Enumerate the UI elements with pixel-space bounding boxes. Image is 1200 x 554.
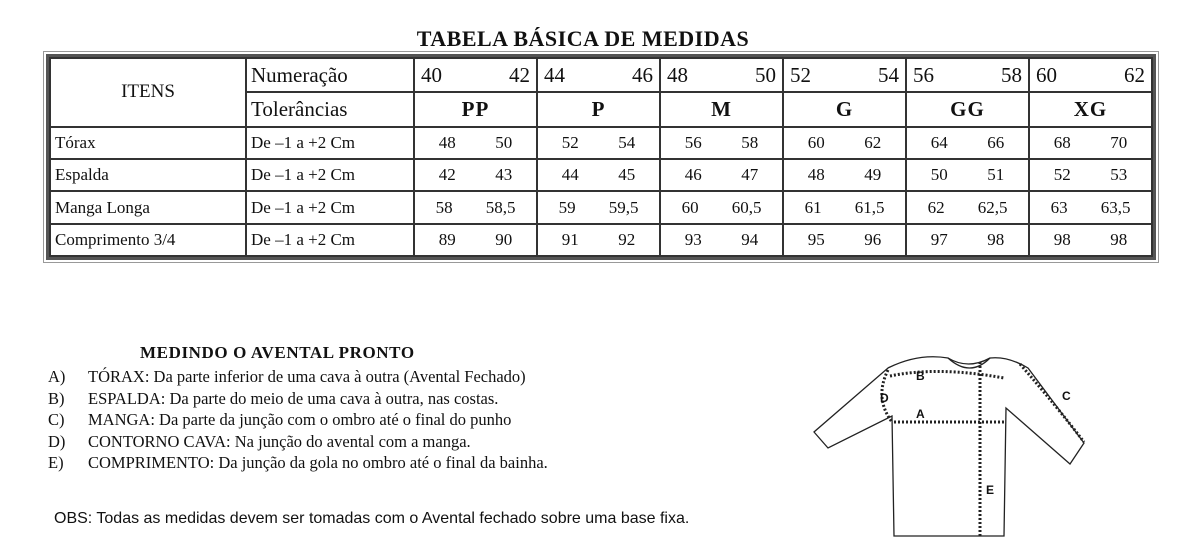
measurement-value: 63,5 [1100, 197, 1131, 217]
measurement-value: 42 [438, 165, 456, 185]
measurement-value: 98 [1110, 229, 1128, 249]
measurement-value: 60 [681, 197, 699, 217]
size-numbers-pp [414, 58, 537, 92]
value-cell [660, 191, 783, 223]
measurement-value: 95 [807, 229, 825, 249]
measurement-value: 92 [618, 229, 636, 249]
size-number: 62 [1124, 62, 1145, 87]
size-numbers-g [783, 58, 906, 92]
instruction-letter: E) [48, 453, 64, 472]
table-title: TABELA BÁSICA DE MEDIDAS [416, 26, 750, 51]
value-cell [537, 127, 660, 159]
measurement-value: 48 [438, 133, 456, 152]
value-cell [1029, 159, 1152, 191]
value-cell [537, 191, 660, 223]
measurement-value: 61,5 [854, 197, 885, 217]
size-number: 60 [1036, 62, 1057, 87]
instruction-letter: A) [48, 367, 66, 386]
size-label-pp: PP [414, 92, 537, 126]
size-label-xg: XG [1029, 92, 1152, 126]
measurement-value: 66 [987, 133, 1005, 152]
diagram-label-d: D [880, 391, 889, 405]
measurement-value: 52 [561, 133, 579, 152]
size-numbers-p [537, 58, 660, 92]
measurements-grid [49, 57, 1153, 257]
value-cell [783, 191, 906, 223]
measurement-value: 64 [930, 133, 948, 152]
apron-diagram [808, 348, 1108, 548]
measurement-value: 70 [1110, 133, 1128, 152]
measurement-value: 98 [1053, 229, 1071, 249]
measurement-value: 47 [741, 165, 759, 185]
table-row [50, 159, 1152, 191]
value-cell [906, 159, 1029, 191]
measurement-value: 62,5 [977, 197, 1008, 217]
value-cell [783, 224, 906, 256]
size-number: 50 [755, 62, 776, 87]
value-cell [906, 191, 1029, 223]
value-cell [783, 127, 906, 159]
instruction-letter: B) [48, 388, 65, 408]
measurement-value: 59 [558, 197, 576, 217]
numeracao-header: Numeração [246, 58, 414, 92]
instruction-text: MANGA: Da parte da junção com o ombro até o final do punho [88, 410, 512, 429]
tolerance-cell: De –1 a +2 Cm [246, 191, 414, 223]
value-cell [1029, 224, 1152, 256]
size-number: 48 [667, 62, 688, 87]
value-cell [660, 127, 783, 159]
item-name-cell: Espalda [50, 159, 246, 191]
size-number: 42 [509, 62, 530, 87]
value-cell [414, 127, 537, 159]
value-cell [537, 159, 660, 191]
measurement-value: 91 [561, 229, 579, 249]
size-number: 52 [790, 62, 811, 87]
measurement-value: 54 [618, 133, 636, 152]
measurement-value: 52 [1053, 165, 1071, 185]
size-numbers-m [660, 58, 783, 92]
size-number: 44 [544, 62, 565, 87]
measurements-table [46, 54, 1156, 260]
measurement-value: 48 [807, 165, 825, 185]
item-name-cell: Manga Longa [50, 191, 246, 223]
measurement-value: 43 [495, 165, 513, 185]
diagram-label-a: A [916, 407, 925, 421]
instruction-item [48, 431, 548, 453]
measurement-value: 53 [1110, 165, 1128, 185]
value-cell [414, 159, 537, 191]
instruction-item [48, 452, 548, 474]
measurement-value: 50 [930, 165, 948, 185]
measurement-value: 56 [684, 133, 702, 152]
diagram-label-e: E [986, 483, 995, 497]
tolerance-cell: De –1 a +2 Cm [246, 224, 414, 256]
instruction-text: TÓRAX: Da parte inferior de uma cava à outra (Avental Fechado) [88, 367, 526, 386]
tolerance-cell: De –1 a +2 Cm [246, 127, 414, 159]
size-number: 54 [878, 62, 899, 87]
instruction-text: ESPALDA: Da parte do meio de uma cava à outra, nas costas. [88, 388, 499, 408]
measurement-value: 62 [927, 197, 945, 217]
size-label-p: P [537, 92, 660, 126]
measurement-value: 50 [495, 133, 513, 152]
neck-line [948, 358, 990, 368]
measurement-value: 89 [438, 229, 456, 249]
measurement-value: 93 [684, 229, 702, 249]
size-number: 56 [913, 62, 934, 87]
value-cell [906, 127, 1029, 159]
measurement-value: 58 [741, 133, 759, 152]
instruction-text: CONTORNO CAVA: Na junção do avental com a manga. [88, 431, 471, 451]
item-name-cell: Tórax [50, 127, 246, 159]
obs-note: OBS: Todas as medidas devem ser tomadas com o Avental fechado sobre uma base fixa. [54, 510, 690, 527]
value-cell [1029, 127, 1152, 159]
item-name-cell: Comprimento 3/4 [50, 224, 246, 256]
table-row [50, 224, 1152, 256]
value-cell [660, 159, 783, 191]
apron-outline [814, 357, 1084, 536]
table-header-numeracao-row [50, 58, 1152, 92]
section-title: MEDINDO O AVENTAL PRONTO [140, 343, 415, 362]
size-numbers-gg [906, 58, 1029, 92]
measurement-value: 60 [807, 133, 825, 152]
measurement-value: 45 [618, 165, 636, 185]
measurement-value: 94 [741, 229, 759, 249]
measurement-value: 58 [435, 197, 453, 217]
measurement-value: 60,5 [731, 197, 762, 217]
measurement-value: 97 [930, 229, 948, 249]
instruction-letter: C) [48, 410, 65, 429]
size-number: 46 [632, 62, 653, 87]
value-cell [906, 224, 1029, 256]
measurement-value: 98 [987, 229, 1005, 249]
value-cell [660, 224, 783, 256]
measurement-value: 61 [804, 197, 822, 217]
value-cell [414, 224, 537, 256]
value-cell [783, 159, 906, 191]
measurement-value: 90 [495, 229, 513, 249]
instruction-text: COMPRIMENTO: Da junção da gola no ombro até o final da bainha. [88, 453, 548, 472]
tolerancias-header: Tolerâncias [246, 92, 414, 126]
measurement-value: 49 [864, 165, 882, 185]
measurement-value: 58,5 [485, 197, 516, 217]
value-cell [1029, 191, 1152, 223]
diagram-label-c: C [1062, 389, 1071, 403]
measure-line-b [890, 371, 1004, 378]
measurement-value: 96 [864, 229, 882, 249]
size-label-m: M [660, 92, 783, 126]
measurement-value: 68 [1053, 133, 1071, 152]
measurement-value: 62 [864, 133, 882, 152]
size-label-gg: GG [906, 92, 1029, 126]
instruction-item [48, 366, 548, 388]
size-numbers-xg [1029, 58, 1152, 92]
itens-header: ITENS [50, 58, 246, 127]
measurement-value: 51 [987, 165, 1005, 185]
measurement-value: 63 [1050, 197, 1068, 217]
size-number: 40 [421, 62, 442, 87]
instruction-item [48, 409, 548, 431]
size-label-g: G [783, 92, 906, 126]
table-row [50, 191, 1152, 223]
measurement-value: 59,5 [608, 197, 639, 217]
size-number: 58 [1001, 62, 1022, 87]
instructions-list [48, 366, 548, 474]
table-row [50, 127, 1152, 159]
measure-line-c [1020, 364, 1084, 442]
diagram-label-b: B [916, 369, 925, 383]
instruction-item [48, 388, 548, 410]
value-cell [537, 224, 660, 256]
tolerance-cell: De –1 a +2 Cm [246, 159, 414, 191]
instruction-letter: D) [48, 431, 66, 451]
measurement-value: 44 [561, 165, 579, 185]
measurement-value: 46 [684, 165, 702, 185]
value-cell [414, 191, 537, 223]
